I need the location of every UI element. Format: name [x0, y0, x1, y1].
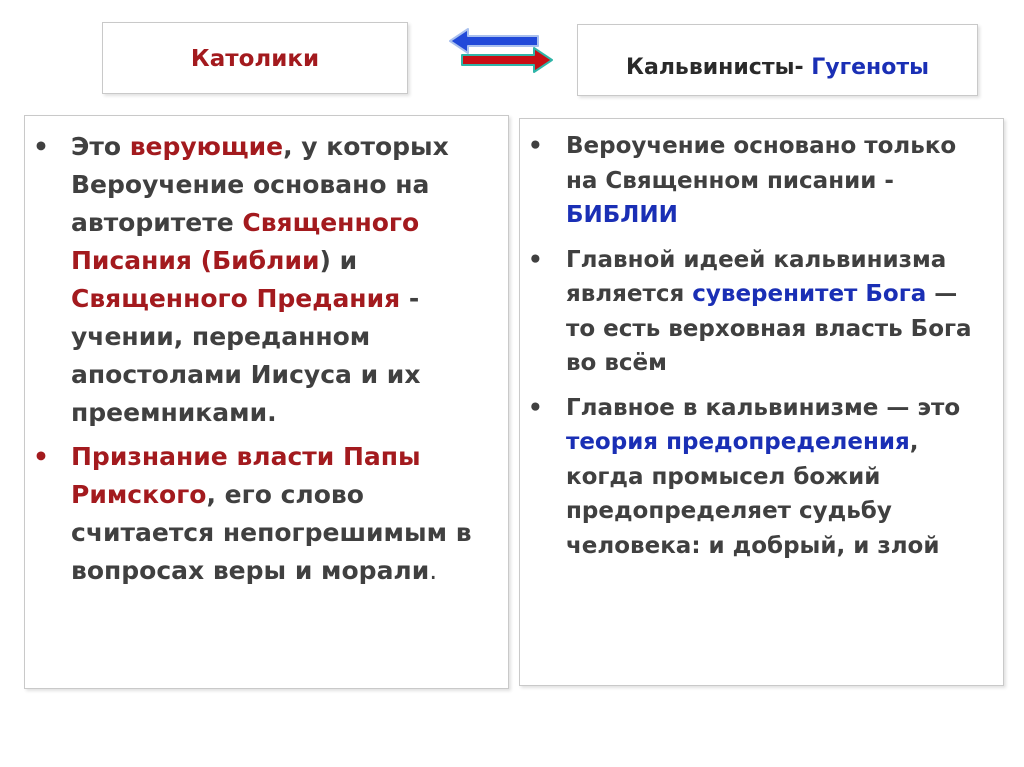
- calvinists-header-title: [578, 55, 977, 80]
- calvinists-bullet-item: [520, 129, 991, 233]
- catholics-text-span: Это: [71, 132, 130, 161]
- catholics-bullet-item: [25, 128, 494, 432]
- calvinists-text-span: суверенитет Бога: [692, 281, 927, 307]
- catholics-text-span: , у которых Вероучение основано на авторитете: [71, 132, 449, 237]
- calvinists-list: [520, 119, 1003, 563]
- calvinists-panel: [519, 118, 1004, 686]
- calvinists-header-prefix: Кальвинисты-: [625, 55, 812, 80]
- left-arrow-icon: [450, 29, 538, 53]
- calvinists-text-span: Вероучение основано только на Священном писании -: [566, 133, 957, 194]
- calvinists-bullet-item: [520, 243, 991, 381]
- catholics-text-span: Священного Предания: [71, 284, 401, 313]
- catholics-text-span: верующие: [129, 132, 284, 161]
- catholics-bullet-item: [25, 438, 494, 590]
- calvinists-text-span: БИБЛИИ: [566, 202, 678, 228]
- calvinists-bullet-item: [520, 391, 991, 564]
- calvinists-text-span: Главной идеей кальвинизма является: [566, 246, 947, 307]
- catholics-text-span: Признание власти Папы Римского: [71, 442, 421, 509]
- calvinists-text-span: — то есть верховная власть Бога во всём: [566, 281, 972, 376]
- catholics-header-title: Католики: [190, 46, 320, 72]
- catholics-list: [25, 116, 508, 590]
- catholics-text-span: .: [429, 556, 438, 585]
- catholics-text-span: - учении, переданном апостолами Иисуса и их преемниками.: [71, 284, 421, 427]
- catholics-text-span: , его слово считается непогрешимым в вопросах веры и морали: [71, 480, 472, 585]
- catholics-header-box: [102, 22, 408, 94]
- calvinists-text-span: Главное в кальвинизме — это: [566, 394, 961, 421]
- catholics-text-span: Священного Писания (Библии: [71, 208, 420, 275]
- calvinists-text-span: , когда промысел божий предопределяет судьбу человека: и добрый, и злой: [566, 429, 940, 559]
- right-arrow-icon: [462, 48, 552, 72]
- catholics-text-span: ) и: [319, 246, 358, 275]
- calvinists-text-span: теория предопределения: [566, 429, 910, 455]
- calvinists-header-box: [577, 24, 978, 96]
- catholics-panel: [24, 115, 509, 689]
- double-arrow-icon: [448, 22, 558, 78]
- calvinists-header-highlight: Гугеноты: [811, 55, 929, 80]
